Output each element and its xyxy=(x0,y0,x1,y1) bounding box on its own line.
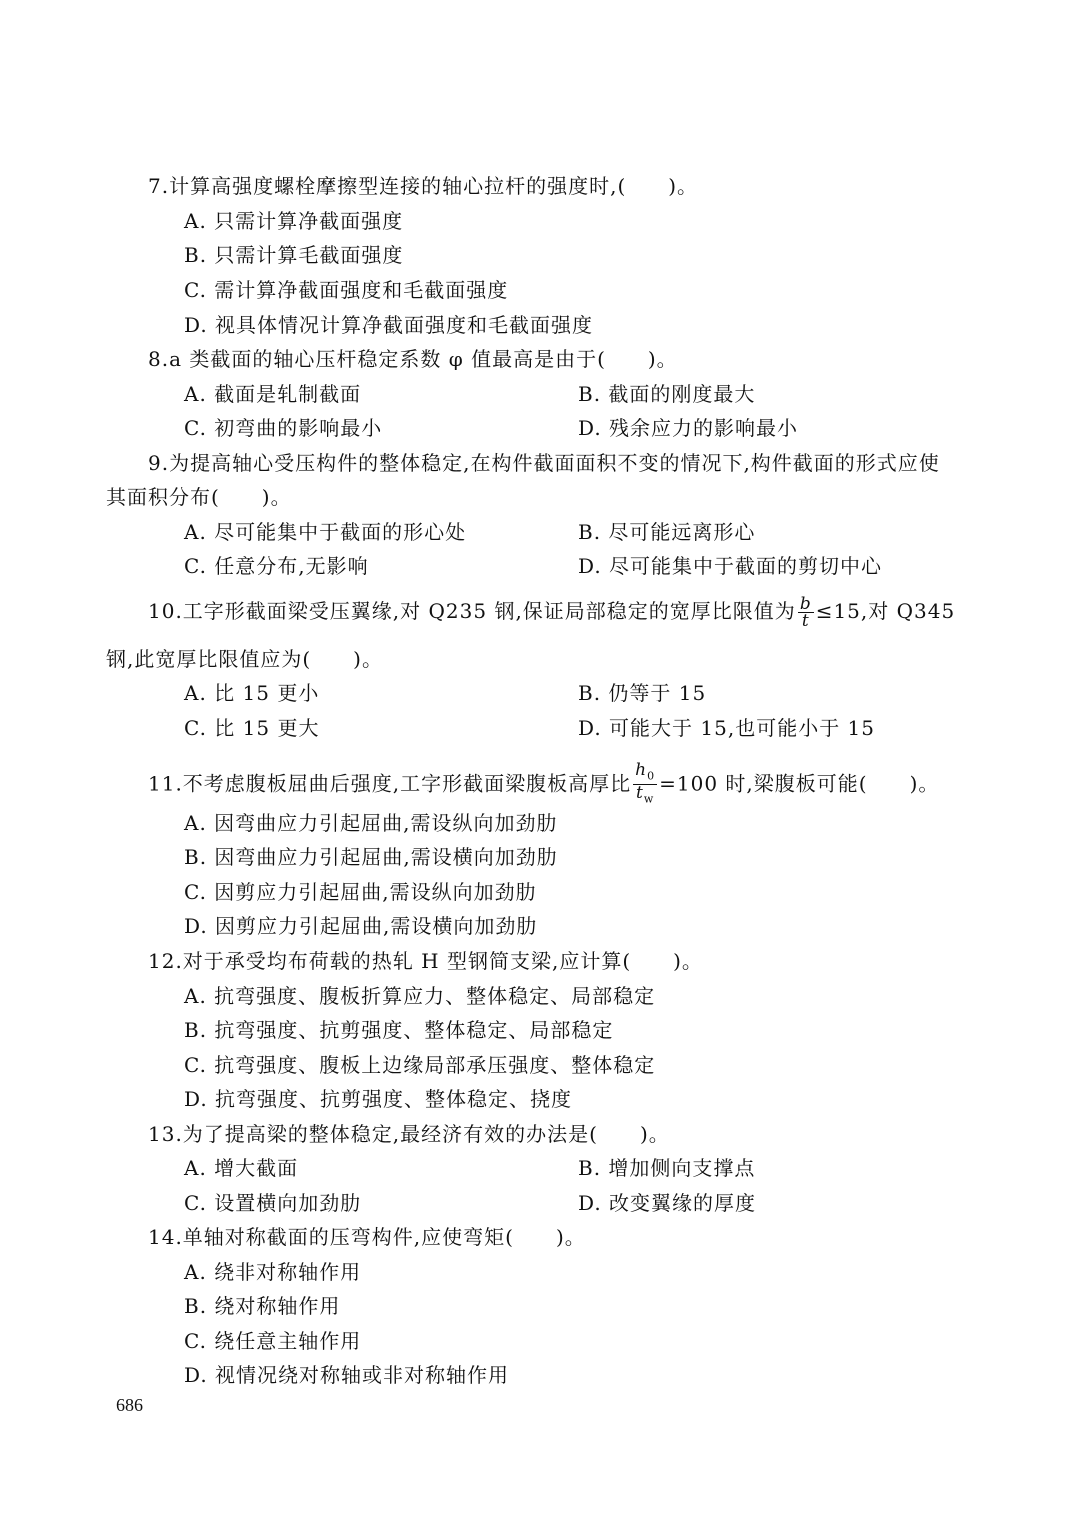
question-7-stem: 7.计算高强度螺栓摩擦型连接的轴心拉杆的强度时,( )。 xyxy=(148,174,699,198)
question-14-stem: 14.单轴对称截面的压弯构件,应使弯矩( )。 xyxy=(148,1225,586,1249)
question-9-stem-line2: 其面积分布( )。 xyxy=(106,485,292,509)
question-11-stem-part1: 11.不考虑腹板屈曲后强度,工字形截面梁腹板高厚比 xyxy=(148,771,632,796)
question-7-option-b: B. 只需计算毛截面强度 xyxy=(184,243,404,267)
question-10-stem-part1: 10.工字形截面梁受压翼缘,对 Q235 钢,保证局部稳定的宽厚比限值为 xyxy=(148,599,796,623)
question-8-option-c: C. 初弯曲的影响最小 xyxy=(184,416,383,440)
question-13-option-c: C. 设置横向加劲肋 xyxy=(184,1191,362,1215)
question-7-option-d: D. 视具体情况计算净截面强度和毛截面强度 xyxy=(184,313,594,337)
question-10-option-c: C. 比 15 更大 xyxy=(184,716,320,740)
question-9-option-a: A. 尽可能集中于截面的形心处 xyxy=(184,520,467,544)
question-8-option-b: B. 截面的刚度最大 xyxy=(578,382,756,406)
question-11-option-d: D. 因剪应力引起屈曲,需设横向加劲肋 xyxy=(184,914,538,938)
question-8-stem: 8.a 类截面的轴心压杆稳定系数 φ 值最高是由于( )。 xyxy=(148,347,678,371)
question-9-option-b: B. 尽可能远离形心 xyxy=(578,520,756,544)
question-7-option-c: C. 需计算净截面强度和毛截面强度 xyxy=(184,278,509,302)
question-13-option-a: A. 增大截面 xyxy=(184,1156,299,1180)
question-13-option-d: D. 改变翼缘的厚度 xyxy=(578,1191,757,1215)
question-9-option-c: C. 任意分布,无影响 xyxy=(184,554,369,578)
question-11-option-c: C. 因剪应力引起屈曲,需设纵向加劲肋 xyxy=(184,880,537,904)
question-12-option-d: D. 抗弯强度、抗剪强度、整体稳定、挠度 xyxy=(184,1087,573,1111)
question-10-stem-line1 xyxy=(148,596,955,629)
question-9-option-d: D. 尽可能集中于截面的剪切中心 xyxy=(578,554,883,578)
question-10-stem-line2: 钢,此宽厚比限值应为( )。 xyxy=(106,647,383,671)
question-12-option-a: A. 抗弯强度、腹板折算应力、整体稳定、局部稳定 xyxy=(184,984,656,1008)
question-14-option-a: A. 绕非对称轴作用 xyxy=(184,1260,362,1284)
denominator-subscript: w xyxy=(643,792,655,806)
question-11-stem-part2: =100 时,梁腹板可能( )。 xyxy=(659,771,940,796)
height-thickness-fraction xyxy=(633,762,657,808)
fraction-numerator xyxy=(633,762,657,785)
fraction-numerator: b xyxy=(799,594,812,614)
question-9-stem-line1: 9.为提高轴心受压构件的整体稳定,在构件截面面积不变的情况下,构件截面的形式应使 xyxy=(148,451,940,475)
question-7-option-a: A. 只需计算净截面强度 xyxy=(184,209,404,233)
question-11-stem xyxy=(148,762,939,808)
fraction-denominator: t xyxy=(801,611,810,631)
denominator-symbol: t xyxy=(636,783,644,804)
question-14-option-c: C. 绕任意主轴作用 xyxy=(184,1329,362,1353)
width-thickness-fraction xyxy=(798,596,814,629)
question-8-option-a: A. 截面是轧制截面 xyxy=(184,382,362,406)
question-14-option-b: B. 绕对称轴作用 xyxy=(184,1294,341,1318)
question-10-option-d: D. 可能大于 15,也可能小于 15 xyxy=(578,716,876,740)
question-12-option-b: B. 抗弯强度、抗剪强度、整体稳定、局部稳定 xyxy=(184,1018,614,1042)
question-12-stem: 12.对于承受均布荷载的热轧 H 型钢简支梁,应计算( )。 xyxy=(148,949,703,973)
question-13-stem: 13.为了提高梁的整体稳定,最经济有效的办法是( )。 xyxy=(148,1122,670,1146)
question-8-option-d: D. 残余应力的影响最小 xyxy=(578,416,799,440)
fraction-denominator xyxy=(633,785,657,807)
numerator-symbol: h xyxy=(635,760,648,780)
question-10-option-b: B. 仍等于 15 xyxy=(578,681,707,705)
question-11-option-a: A. 因弯曲应力引起屈曲,需设纵向加劲肋 xyxy=(184,811,558,835)
question-10-option-a: A. 比 15 更小 xyxy=(184,681,320,705)
question-11-option-b: B. 因弯曲应力引起屈曲,需设横向加劲肋 xyxy=(184,845,558,869)
question-13-option-b: B. 增加侧向支撑点 xyxy=(578,1156,756,1180)
question-10-stem-part2: ≤15,对 Q345 xyxy=(815,599,956,623)
numerator-subscript: 0 xyxy=(647,769,656,783)
page-number: 686 xyxy=(116,1395,143,1415)
question-14-option-d: D. 视情况绕对称轴或非对称轴作用 xyxy=(184,1363,510,1387)
question-12-option-c: C. 抗弯强度、腹板上边缘局部承压强度、整体稳定 xyxy=(184,1053,656,1077)
